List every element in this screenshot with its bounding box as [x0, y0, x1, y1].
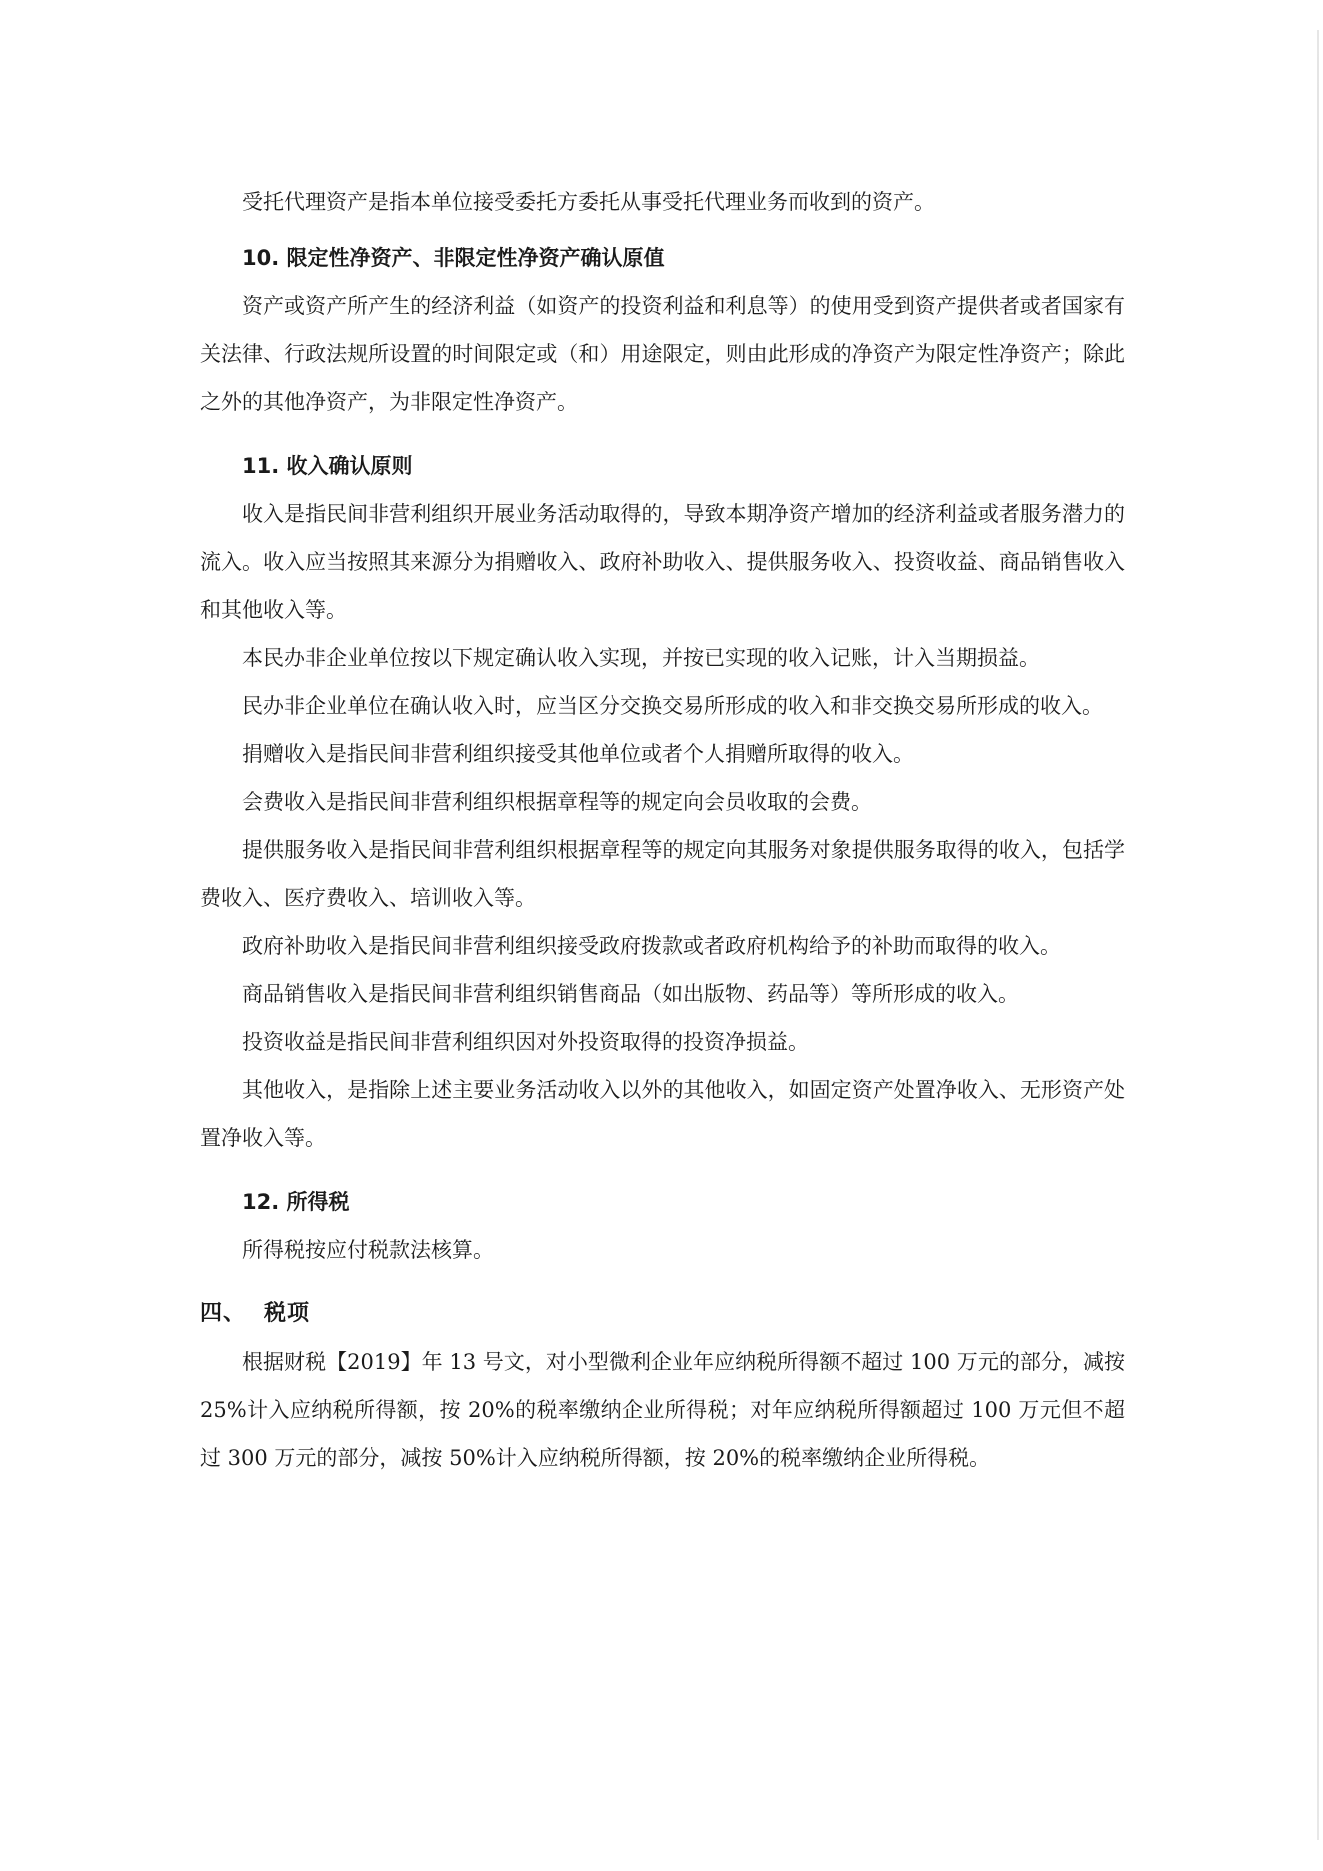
heading-taxes	[200, 1290, 1125, 1338]
paragraph-trust-assets: 受托代理资产是指本单位接受委托方委托从事受托代理业务而收到的资产。	[242, 190, 935, 214]
document-content	[200, 178, 1125, 1482]
paragraph-net-assets: 资产或资产所产生的经济利益（如资产的投资利益和利息等）的使用受到资产提供者或者国家有关法律、行政法规所设置的时间限定或（和）用途限定，则由此形成的净资产为限定性净资产；除此之外的其他净资产，为非限定性净资产。	[200, 294, 1125, 414]
paragraph-membership-fees: 会费收入是指民间非营利组织根据章程等的规定向会员收取的会费。	[242, 790, 872, 814]
paragraph-revenue-recognition: 本民办非企业单位按以下规定确认收入实现，并按已实现的收入记账，计入当期损益。	[242, 646, 1040, 670]
paragraph-investment-income: 投资收益是指民间非营利组织因对外投资取得的投资净损益。	[242, 1030, 809, 1054]
paragraph-exchange-transactions: 民办非企业单位在确认收入时，应当区分交换交易所形成的收入和非交换交易所形成的收入。	[242, 694, 1103, 718]
heading-section-12: 12. 所得税	[242, 1190, 350, 1214]
section-number: 四、	[200, 1301, 247, 1326]
paragraph-income-tax: 所得税按应付税款法核算。	[242, 1238, 494, 1262]
section-title: 税项	[264, 1301, 311, 1326]
paragraph-donation-revenue: 捐赠收入是指民间非营利组织接受其他单位或者个人捐赠所取得的收入。	[242, 742, 914, 766]
scan-edge-line	[1317, 30, 1319, 1840]
heading-section-11: 11. 收入确认原则	[242, 454, 413, 478]
paragraph-sales-revenue: 商品销售收入是指民间非营利组织销售商品（如出版物、药品等）等所形成的收入。	[242, 982, 1019, 1006]
paragraph-revenue-definition: 收入是指民间非营利组织开展业务活动取得的，导致本期净资产增加的经济利益或者服务潜力的流入。收入应当按照其来源分为捐赠收入、政府补助收入、提供服务收入、投资收益、商品销售收入和其他收入等。	[200, 502, 1125, 622]
paragraph-service-revenue: 提供服务收入是指民间非营利组织根据章程等的规定向其服务对象提供服务取得的收入，包括学费收入、医疗费收入、培训收入等。	[200, 838, 1125, 910]
paragraph-government-grants: 政府补助收入是指民间非营利组织接受政府拨款或者政府机构给予的补助而取得的收入。	[242, 934, 1061, 958]
heading-section-10: 10. 限定性净资产、非限定性净资产确认原值	[242, 246, 665, 270]
paragraph-tax-policy: 根据财税【2019】年 13 号文，对小型微利企业年应纳税所得额不超过 100 万元的部分，减按 25%计入应纳税所得额，按 20%的税率缴纳企业所得税；对年应纳税所得额超过 100 万元但不超过 300 万元的部分，减按 50%计入应纳税所得额，按 20%的税率缴纳企业所得税。	[200, 1350, 1125, 1470]
paragraph-other-income: 其他收入，是指除上述主要业务活动收入以外的其他收入，如固定资产处置净收入、无形资产处置净收入等。	[200, 1078, 1125, 1150]
